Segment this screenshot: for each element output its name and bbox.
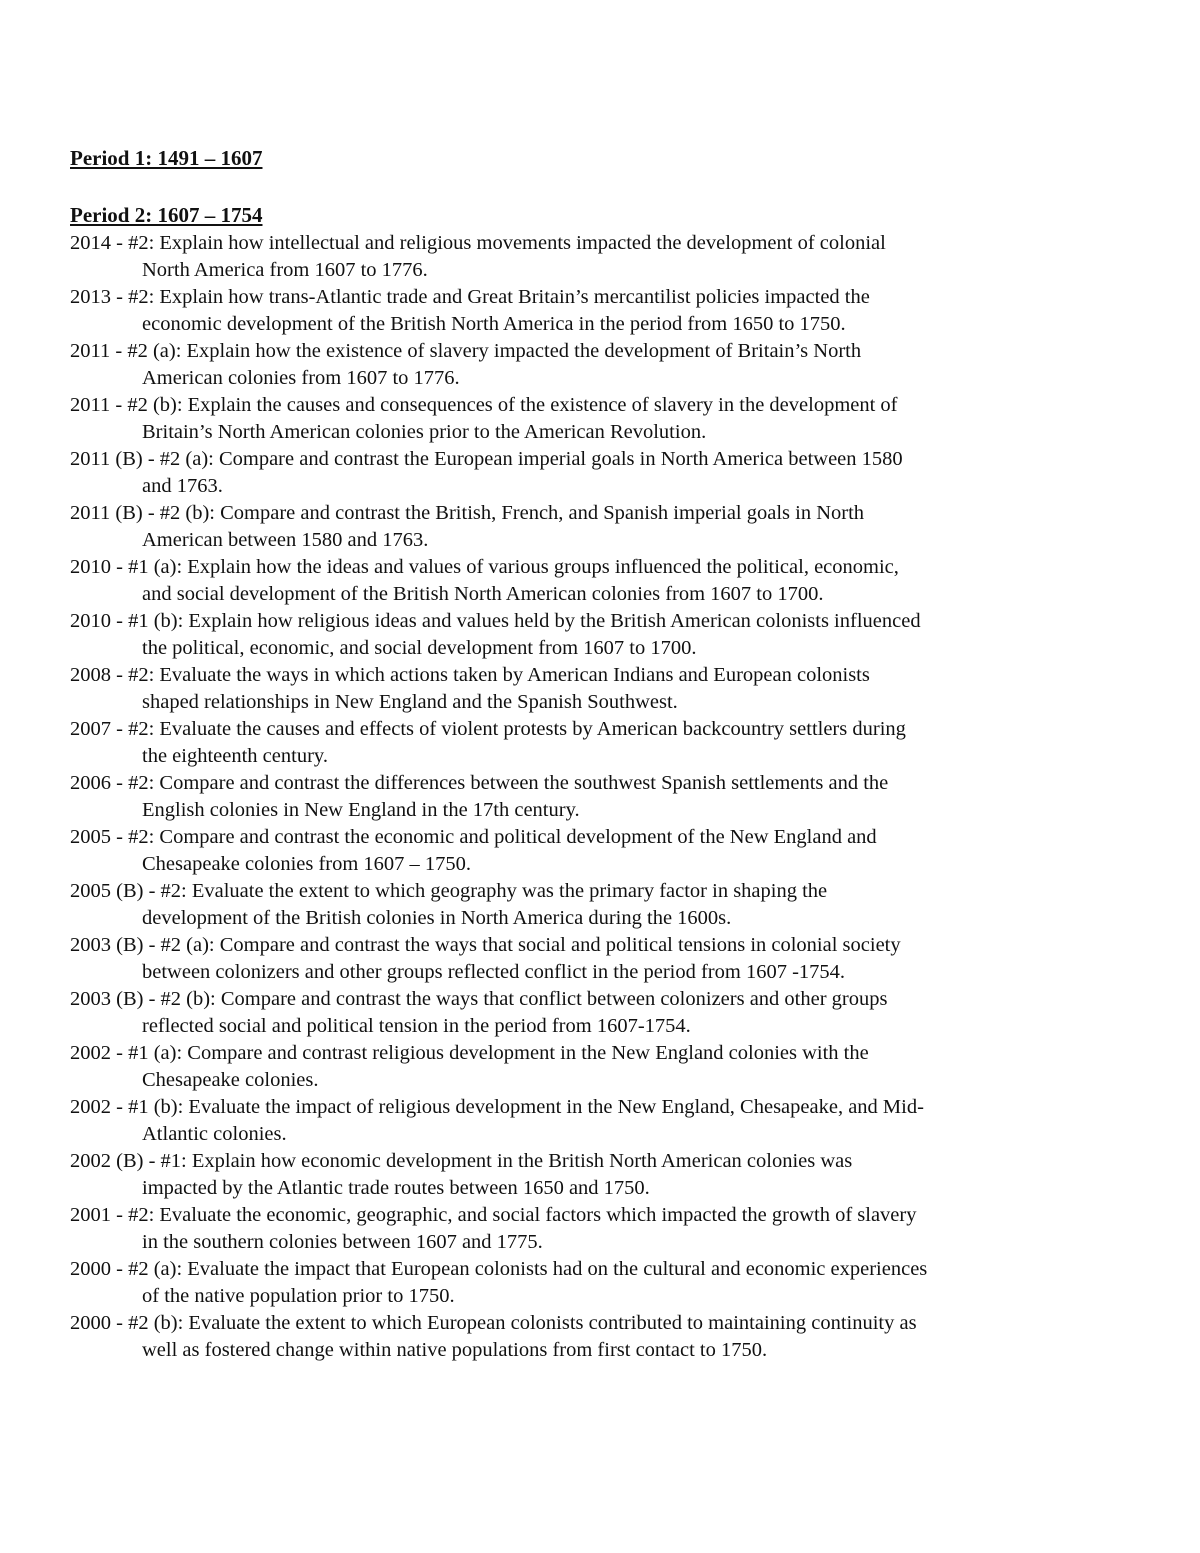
essay-prompt-item (70, 986, 1150, 1040)
essay-prompt-line: 2000 - #2 (b): Evaluate the extent to which European colonists contributed to maintaining continuity as (70, 1312, 917, 1334)
essay-prompt-line: development of the British colonies in North America during the 1600s. (142, 907, 732, 929)
essay-prompt-item (70, 824, 1150, 878)
essay-prompt-line: the political, economic, and social development from 1607 to 1700. (142, 637, 697, 659)
essay-prompt-line: 2010 - #1 (b): Explain how religious ideas and values held by the British American colonists influenced (70, 610, 921, 632)
essay-prompt-line: 2008 - #2: Evaluate the ways in which actions taken by American Indians and European colonists (70, 664, 870, 686)
essay-prompt-line: 2003 (B) - #2 (a): Compare and contrast the ways that social and political tensions in colonial society (70, 934, 901, 956)
essay-prompt-item (70, 1202, 1150, 1256)
essay-prompt-line: 2011 (B) - #2 (a): Compare and contrast the European imperial goals in North America between 1580 (70, 448, 903, 470)
essay-prompt-item (70, 878, 1150, 932)
essay-prompt-item (70, 1148, 1150, 1202)
essay-prompt-line: North America from 1607 to 1776. (142, 259, 428, 281)
essay-prompt-line: shaped relationships in New England and the Spanish Southwest. (142, 691, 678, 713)
essay-prompt-line: 2002 - #1 (b): Evaluate the impact of religious development in the New England, Chesapeake, and Mid- (70, 1096, 924, 1118)
essay-prompt-item (70, 500, 1150, 554)
document-page (70, 143, 1150, 1364)
essay-prompt-line: English colonies in New England in the 17th century. (142, 799, 580, 821)
essay-prompt-line: impacted by the Atlantic trade routes between 1650 and 1750. (142, 1177, 650, 1199)
essay-prompt-line: 2013 - #2: Explain how trans-Atlantic trade and Great Britain’s mercantilist policies impacted the (70, 286, 870, 308)
essay-prompt-item (70, 1256, 1150, 1310)
period-1-heading: Period 1: 1491 – 1607 (70, 146, 263, 170)
essay-prompt-line: 2010 - #1 (a): Explain how the ideas and values of various groups influenced the political, economic, (70, 556, 899, 578)
essay-prompt-line: and social development of the British North American colonies from 1607 to 1700. (142, 583, 824, 605)
essay-prompt-item (70, 1310, 1150, 1364)
essay-prompt-line: 2006 - #2: Compare and contrast the differences between the southwest Spanish settlements and the (70, 772, 889, 794)
essay-prompt-item (70, 392, 1150, 446)
essay-prompt-line: 2014 - #2: Explain how intellectual and religious movements impacted the development of colonial (70, 232, 886, 254)
essay-prompt-line: 2005 - #2: Compare and contrast the economic and political development of the New England and (70, 826, 877, 848)
essay-prompt-line: 2001 - #2: Evaluate the economic, geographic, and social factors which impacted the growth of slavery (70, 1204, 917, 1226)
essay-prompt-line: American between 1580 and 1763. (142, 529, 429, 551)
essay-prompt-line: between colonizers and other groups reflected conflict in the period from 1607 -1754. (142, 961, 846, 983)
essay-prompt-item (70, 284, 1150, 338)
essay-prompt-item (70, 608, 1150, 662)
essay-prompt-line: the eighteenth century. (142, 745, 328, 767)
essay-prompt-item (70, 1094, 1150, 1148)
essay-prompt-line: 2011 - #2 (a): Explain how the existence of slavery impacted the development of Britain’s North (70, 340, 862, 362)
essay-prompt-item (70, 716, 1150, 770)
essay-prompt-line: and 1763. (142, 475, 223, 497)
essay-prompt-line: 2003 (B) - #2 (b): Compare and contrast the ways that conflict between colonizers and other groups (70, 988, 888, 1010)
essay-prompt-line: in the southern colonies between 1607 and 1775. (142, 1231, 543, 1253)
essay-prompt-item (70, 554, 1150, 608)
essay-prompt-line: Britain’s North American colonies prior to the American Revolution. (142, 421, 707, 443)
essay-prompt-item (70, 446, 1150, 500)
essay-prompt-line: reflected social and political tension in the period from 1607-1754. (142, 1015, 691, 1037)
essay-prompt-item (70, 932, 1150, 986)
essay-prompt-item (70, 338, 1150, 392)
essay-prompt-line: Chesapeake colonies. (142, 1069, 319, 1091)
essay-prompt-line: 2002 (B) - #1: Explain how economic development in the British North American colonies was (70, 1150, 853, 1172)
essay-prompt-line: 2007 - #2: Evaluate the causes and effects of violent protests by American backcountry settlers during (70, 718, 906, 740)
essay-prompt-line: well as fostered change within native populations from first contact to 1750. (142, 1339, 768, 1361)
essay-prompt-item (70, 230, 1150, 284)
essay-prompt-line: 2002 - #1 (a): Compare and contrast religious development in the New England colonies with the (70, 1042, 869, 1064)
essay-prompt-line: 2011 (B) - #2 (b): Compare and contrast the British, French, and Spanish imperial goals in North (70, 502, 865, 524)
essay-prompt-list (70, 230, 1150, 1364)
essay-prompt-line: 2000 - #2 (a): Evaluate the impact that European colonists had on the cultural and economic experiences (70, 1258, 928, 1280)
essay-prompt-line: of the native population prior to 1750. (142, 1285, 455, 1307)
essay-prompt-line: Chesapeake colonies from 1607 – 1750. (142, 853, 472, 875)
essay-prompt-line: American colonies from 1607 to 1776. (142, 367, 460, 389)
essay-prompt-item (70, 770, 1150, 824)
essay-prompt-item (70, 662, 1150, 716)
essay-prompt-line: Atlantic colonies. (142, 1123, 287, 1145)
essay-prompt-line: 2011 - #2 (b): Explain the causes and consequences of the existence of slavery in the development of (70, 394, 898, 416)
essay-prompt-item (70, 1040, 1150, 1094)
period-2-heading: Period 2: 1607 – 1754 (70, 203, 263, 227)
essay-prompt-line: 2005 (B) - #2: Evaluate the extent to which geography was the primary factor in shaping the (70, 880, 828, 902)
essay-prompt-line: economic development of the British North America in the period from 1650 to 1750. (142, 313, 846, 335)
